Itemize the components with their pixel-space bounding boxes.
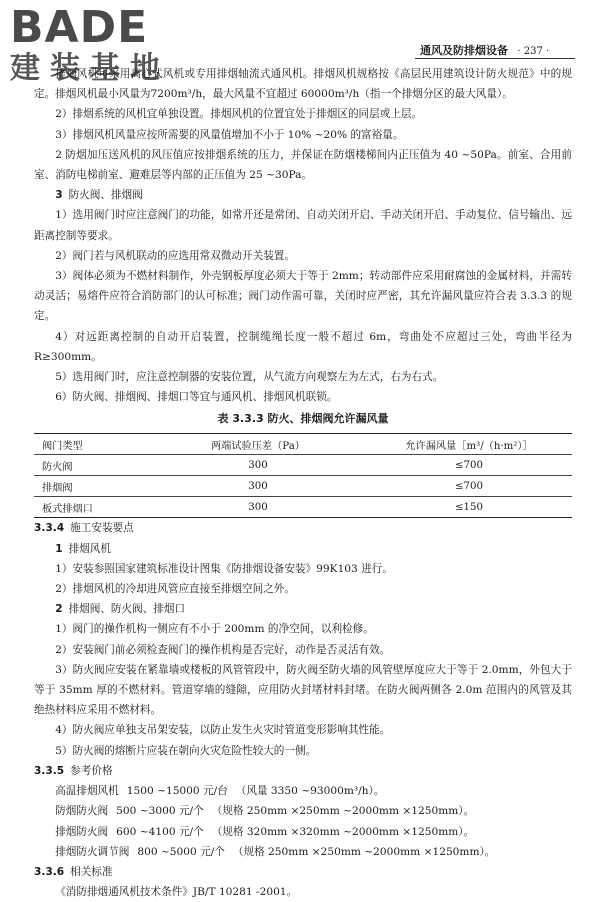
table-cell: 防火阀 xyxy=(34,455,150,476)
subsection-number: 2 xyxy=(55,603,63,616)
list-item: 4）对远距离控制的自动开启装置，控制缆绳长度一般不超过 6m，弯曲处不应超过三处，弯曲半径为 R≥300mm。 xyxy=(34,330,572,363)
header-rule xyxy=(415,58,575,59)
subsection-heading xyxy=(34,599,572,619)
list-item: 2）排烟风机的冷却进风管应直接至排烟空间之外。 xyxy=(55,583,295,596)
leakage-table xyxy=(34,433,572,518)
table-cell: 排烟阀 xyxy=(34,476,150,497)
table-cell: 300 xyxy=(150,497,366,518)
price-range: 1500 ~15000 元/台 xyxy=(126,785,228,798)
list-item: 5）选用阀门时，应注意控制器的安装位置，从气流方向观察左为左式，右为右式。 xyxy=(55,371,444,384)
list-item: 3）防火阀应安装在紧靠墙或楼板的风管管段中，防火阀至防火墙的风管壁厚度应大于等于 2.0mm，外包大于等于 35mm 厚的不燃材料。管道穿墙的缝隙，应用防火封堵材料封堵。在防火阀两侧各 2.0m 范围内的风管及其绝热材料应采用不燃材料。 xyxy=(34,663,572,717)
price-spec: （规格 250mm ×250mm ~2000mm ×1250mm）。 xyxy=(211,805,475,818)
section-title: 相关标准 xyxy=(70,865,113,878)
paragraph: 2 防烟加压送风机的风压值应按排烟系统的压力，并保证在防烟楼梯间内正压值为 40 ~50Pa。前室、合用前室、消防电梯前室、避难层等内部的正压值为 25 ~30Pa。 xyxy=(34,148,572,182)
table-caption: 表 3.3.3 防火、排烟阀允许漏风量 xyxy=(217,412,389,426)
price-spec: （规格 250mm ×250mm ~2000mm ×1250mm）。 xyxy=(232,845,496,858)
subsection-title: 排烟阀、防火阀、排烟口 xyxy=(68,603,186,616)
price-spec: （风量 3350 ~93000m³/h）。 xyxy=(235,785,385,798)
list-item: 4）防火阀应单独支吊架安装，以防止发生火灾时管道变形影响其性能。 xyxy=(55,724,391,737)
reference-item: 《消防排烟通风机技术条件》JB/T 10281 -2001。 xyxy=(55,886,298,899)
section-heading xyxy=(34,761,572,781)
table-header-row xyxy=(34,434,572,455)
price-spec: （规格 320mm ×320mm ~2000mm ×1250mm）。 xyxy=(211,825,475,838)
subsection-number: 1 xyxy=(55,542,63,555)
price-item: 防烟防火阀 xyxy=(55,805,109,818)
subsection-number: 3 xyxy=(55,189,63,202)
list-item: 1）阀门的操作机构一侧应有不小于 200mm 的净空间，以利检修。 xyxy=(55,623,374,636)
running-header xyxy=(420,42,570,58)
price-range: 500 ~3000 元/个 xyxy=(116,805,204,818)
section-number: 3.3.6 xyxy=(34,865,65,878)
table-header-cell: 阀门类型 xyxy=(34,434,150,455)
list-item: 5）防火阀的熔断片应装在朝向火灾危险性较大的一侧。 xyxy=(55,744,317,757)
section-number: 3.3.5 xyxy=(34,764,65,777)
list-item: 1）安装参照国家建筑标准设计图集《防排烟设备安装》99K103 进行。 xyxy=(55,562,393,575)
list-item: 6）防火阀、排烟阀、排烟口等宜与通风机、排烟风机联锁。 xyxy=(55,391,338,404)
page-number: · 237 · xyxy=(517,46,550,57)
subsection-title: 防火阀、排烟阀 xyxy=(68,189,143,202)
table-cell: 板式排烟口 xyxy=(34,497,150,518)
table-row xyxy=(34,476,572,497)
subsection-title: 排烟风机 xyxy=(68,542,111,555)
list-item: 3）阀体必须为不燃材料制作，外壳钢板厚度必须大于等于 2mm；转动部件应采用耐腐蚀的金属材料，并需转动灵活；易熔件应符合消防部门的认可标准；阀门动作需可靠，关闭时应严密，其允许漏风量应符合表 3.3.3 的规定。 xyxy=(34,270,572,323)
logo-wordmark: BADE xyxy=(10,2,149,53)
table-header-cell: 允许漏风量［m³/（h·m²）］ xyxy=(366,434,572,455)
list-item: 1）选用阀门时应注意阀门的功能，如常开还是常闭、自动关闭开启、手动关闭开启、手动复位、信号输出、远距离控制等要求。 xyxy=(34,209,572,242)
paragraph: 2）排烟系统的风机宜单独设置。排烟风机的位置宜处于排烟区的同层或上层。 xyxy=(55,108,423,121)
logo-subtitle: 建装基地 xyxy=(10,51,170,86)
table-cell: ≤700 xyxy=(366,455,572,476)
section-title: 施工安装要点 xyxy=(70,522,134,535)
price-row xyxy=(34,801,572,821)
table-row xyxy=(34,497,572,518)
price-range: 600 ~4100 元/个 xyxy=(116,825,204,838)
page-body xyxy=(34,64,572,902)
price-row xyxy=(34,822,572,842)
price-range: 800 ~5000 元/个 xyxy=(137,845,225,858)
price-item: 高温排烟风机 xyxy=(55,785,119,798)
section-heading xyxy=(34,862,572,882)
table-cell: 300 xyxy=(150,476,366,497)
table-cell: ≤700 xyxy=(366,476,572,497)
list-item: 2）阀门若与风机联动的应选用常双微动开关装置。 xyxy=(55,249,295,262)
paragraph: 3）排烟风机风量应按所需要的风量值增加不小于 10% ~20% 的富裕量。 xyxy=(55,128,404,141)
table-header-cell: 两端试验压差（Pa） xyxy=(150,434,366,455)
subsection-heading xyxy=(34,185,572,205)
section-title: 参考价格 xyxy=(70,764,113,777)
table-row xyxy=(34,455,572,476)
section-number: 3.3.4 xyxy=(34,522,65,535)
price-item: 排烟防火阀 xyxy=(55,825,109,838)
table-cell: 300 xyxy=(150,455,366,476)
price-row xyxy=(34,842,572,862)
paragraph: 排烟风机可采用离心式风机或专用排烟轴流式通风机。排烟风机规格按《高层民用建筑设计防火规范》中的规定。排烟风机最小风量为7200m³/h，最大风量不宜超过 60000m³/h（指一个排烟分区的最大风量）。 xyxy=(34,68,572,101)
running-header-title: 通风及防排烟设备 xyxy=(420,44,508,57)
subsection-heading xyxy=(34,539,572,559)
price-item: 排烟防火调节阀 xyxy=(55,845,130,858)
list-item: 2）安装阀门前必须检查阀门的操作机构是否完好，动作是否灵活有效。 xyxy=(55,643,391,656)
table-cell: ≤150 xyxy=(366,497,572,518)
section-heading xyxy=(34,518,572,538)
price-row xyxy=(34,781,572,801)
